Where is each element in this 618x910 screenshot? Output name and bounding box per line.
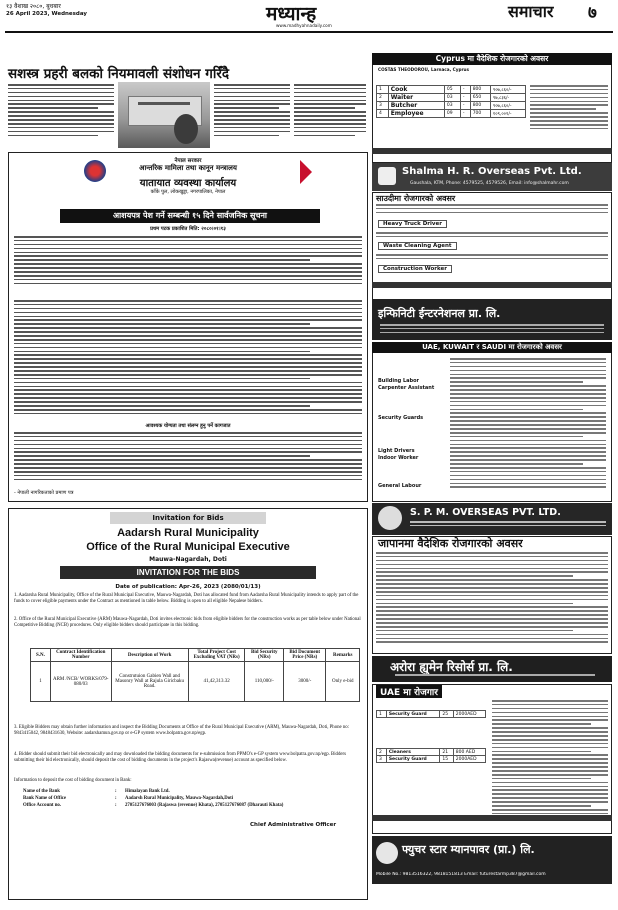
notice-sub-heading: आवश्यक योग्यता तथा संलग्न हुनु पर्ने कागजात (145, 423, 231, 429)
saudi-job-2: Waste Cleaning Agent (378, 242, 457, 250)
notice-body-intro (14, 236, 362, 296)
article-column-2 (214, 84, 290, 144)
notice-numbered-list (14, 300, 362, 420)
bids-para2: 2. Office of the Rural Municipal Executive (ARM) Mauwa-Nagardah, Doti invites electronic bids from eligible bidders for the construction works as per table below under National Competitive Bidding (NCB) procedures. Only eligible bidders should participate in this bidding. (14, 617, 361, 629)
arora-contact (395, 674, 595, 680)
uae-footer-strip (372, 815, 612, 821)
col-doc-price: Bid Document Price (NRs) (284, 649, 326, 662)
spm-name: S. P. M. OVERSEAS PVT. LTD. (410, 507, 561, 518)
notice-footer: - नेपाली नागरिकताको प्रमाण पत्र (14, 490, 74, 496)
col-project-cost: Total Project Cost Excluding VAT (NRs) (188, 649, 245, 662)
future-logo-icon (376, 842, 398, 864)
bids-header-label: Invitation for Bids (110, 512, 266, 524)
uae-job-table (376, 710, 486, 718)
uae-kuwait-details (450, 358, 606, 492)
col-sn: S.N. (31, 649, 51, 662)
bank-row: Bank Name of Office : Aadarsh Rural Municipality, Mauwa-Nagardah,Doti (23, 796, 234, 801)
uae-details (492, 700, 608, 826)
cell-remarks: Only e-bid (326, 662, 360, 702)
shalma-address: Gaushala, KTM, Phone: 4579525, 4579526, Email: info@shalmahr.com (410, 181, 569, 186)
japan-details (376, 552, 608, 648)
bids-para4: 4. Bidder should submit their bid electronically and may downloaded the bidding documents for e-submission from PPMO's e-GP system www.bolpatra.gov.np/egp. Bidders submitting their bid electronically, should deposit the cost of bidding documents in the project's Rajaswa(revenue) account as specified below. (14, 752, 346, 764)
uae-job-3: Security Guards (378, 415, 424, 421)
uae-job-6: General Labour (378, 483, 422, 489)
flag-icon (300, 160, 312, 184)
saudi-job-1: Heavy Truck Driver (378, 220, 447, 228)
newspaper-logo: मध्यान्ह (266, 3, 317, 25)
bids-table-header (31, 649, 360, 662)
col-contract-id: Contract Identification Number (50, 649, 111, 662)
spm-logo-icon (378, 506, 402, 530)
future-name: फ्युचर स्टार म्यानपावर (प्रा.) लि. (402, 843, 535, 856)
saudi-details-3 (376, 254, 608, 264)
table-row: 3 Butcher 03 - 800 ९०७,८६०/- (377, 102, 526, 110)
arora-name: अरोरा ह्युमेन रिसोर्स प्रा. लि. (390, 660, 513, 674)
table-row (31, 662, 360, 702)
cyprus-title: Cyprus मा वैदेशिक रोजगारको अवसर (372, 53, 612, 65)
uae-job-2: Carpenter Assistant (378, 385, 435, 391)
news-headline: सशस्त्र प्रहरी बलको नियमावली संशोधन गरिँदै (8, 66, 230, 82)
bids-banner: INVITATION FOR THE BIDS (60, 566, 316, 579)
bids-pub-date: Date of publication: Apr-26, 2023 (2080/01/13) (115, 584, 261, 590)
saudi-title: साउदीमा रोजगारको अवसर (376, 194, 456, 203)
website: www.madhyahnadaily.com (276, 23, 332, 28)
uae-job-table-2 (376, 748, 486, 763)
cell-description: Construtuion Gabien Wall and Masonry Wall at Rajula Giricbaku Road. (111, 662, 188, 702)
cell-project-cost: 41,42,313.32 (188, 662, 245, 702)
cell-doc-price: 3000/- (284, 662, 326, 702)
col-remarks: Remarks (326, 649, 360, 662)
bids-org: Aadarsh Rural Municipality (117, 527, 259, 539)
infinity-name: इन्फिनिटी ईन्टरनेशनल प्रा. लि. (378, 307, 501, 320)
bids-para5: Information to deposit the cost of bidding document in Bank: (14, 778, 132, 783)
uae-kuwait-title: UAE, KUWAIT र SAUDI मा रोजगारको अवसर (372, 342, 612, 353)
future-contact: Mobile No.: 9813516322, 9818151813 Email: futurestarmp387@gmail.com (376, 872, 546, 877)
article-column-1 (8, 84, 114, 144)
notice-banner: आशयपत्र पेश गर्ने सम्बन्धी १५ दिने सार्वजनिक सूचना (60, 209, 320, 223)
saudi-details (376, 204, 608, 218)
notice-office: यातायात व्यवस्था कार्यालय (139, 178, 237, 189)
table-row: 4 Employee 09 - 700 १०९,००१/- (377, 110, 526, 118)
page-number: ७ (588, 3, 597, 23)
cell-sn: 1 (31, 662, 51, 702)
saudi-details-2 (376, 232, 608, 242)
cell-contract-id: ARM /NCB/ WORKS/079-080/03 (50, 662, 111, 702)
cyprus-footer-strip (372, 148, 612, 154)
col-description: Description of Work (111, 649, 188, 662)
bank-row: Name of the Bank : Himalayan Bank Ltd. (23, 789, 170, 794)
article-column-3 (294, 84, 366, 144)
nepal-emblem-icon (84, 160, 106, 182)
article-photo (118, 82, 210, 148)
japan-title: जापानमा वैदेशिक रोजगारको अवसर (378, 537, 523, 550)
shalma-logo-icon (378, 167, 396, 185)
bank-row: Office Account no. : 2705127676003 (Rajaswa (revenue) Khata), 2705127676087 (Dharauti Khata) (23, 803, 284, 808)
bids-table (30, 648, 360, 702)
bank-info (22, 788, 358, 809)
cyprus-job-table (376, 85, 526, 118)
bids-para3: 3. Eligible Bidders may obtain further information and inspect the Bidding Documents at Office of the Rural Municipal Executive (ARM), Mauwa-Nagardah, Doti, Phone no: 9843415042, 9848431630, Website: aadarshamun.gov.np or e-GP system www.bolpatra.gov.np/egp. (14, 725, 349, 737)
notice-gov-line1: नेपाल सरकार (174, 158, 202, 164)
table-row: 3 Security Guard 15 2000AED (377, 756, 486, 763)
cyprus-company: COSTAS THEODOROU, Larnaca, Cyprus (378, 67, 470, 72)
date-en: 26 April 2023, Wednesday (6, 11, 87, 17)
uae-title: UAE मा रोजगार (376, 685, 442, 698)
table-row: 1 Cook 05 - 800 ९०७,८६०/- (377, 86, 526, 94)
date-np: १३ वैशाख २०८०, बुधबार (6, 3, 61, 10)
table-row: 1 Security Guard 25 2000AED (377, 711, 486, 718)
notice-requirements-list (14, 432, 362, 486)
bids-para1: 1. Aadarsha Rural Municipality, Office of the Rural Municipal Executive, Mauwa-Nagardah, Doti has allocated fund from Aadarsha Rural Municipality intends to apply part of the funds to cover eligible payments under the Contract as mentioned in table below. Bidding is open to all eligible Nepalese bidders. (14, 593, 359, 605)
notice-gov-line2: आन्तरिक मामिला तथा कानून मन्त्रालय (139, 164, 237, 172)
uae-job-1: Building Labor (378, 378, 420, 384)
shalma-name: Shalma H. R. Overseas Pvt. Ltd. (402, 166, 582, 177)
bids-location: Mauwa-Nagardah, Doti (149, 556, 227, 563)
section-name: समाचार (508, 2, 554, 21)
col-bid-security: Bid Security (NRs) (245, 649, 284, 662)
cell-bid-security: 110,000/- (245, 662, 284, 702)
saudi-footer-strip (372, 282, 612, 288)
table-row: 2 Waiter 03 - 650 ९७,८३६/- (377, 94, 526, 102)
masthead-rule (5, 31, 613, 33)
cyprus-conditions (530, 85, 608, 145)
saudi-job-3: Construction Worker (378, 265, 452, 273)
bids-office: Office of the Rural Municipal Executive (86, 541, 290, 553)
bids-signature: Chief Administrative Officer (250, 822, 337, 828)
infinity-contact (380, 324, 604, 336)
uae-job-5: Indoor Worker (378, 455, 419, 461)
notice-address: काँके पुल, लोकखुड्डा, नगरपालिका, नेपाल (150, 189, 226, 195)
uae-job-4: Light Drivers (378, 448, 415, 454)
spm-contact (410, 521, 606, 531)
table-row: 2 Cleaners 21 800 AED (377, 749, 486, 756)
notice-pub-date: प्रथम पटक प्रकाशित मिति: २०८०।०१।१३ (150, 226, 226, 232)
